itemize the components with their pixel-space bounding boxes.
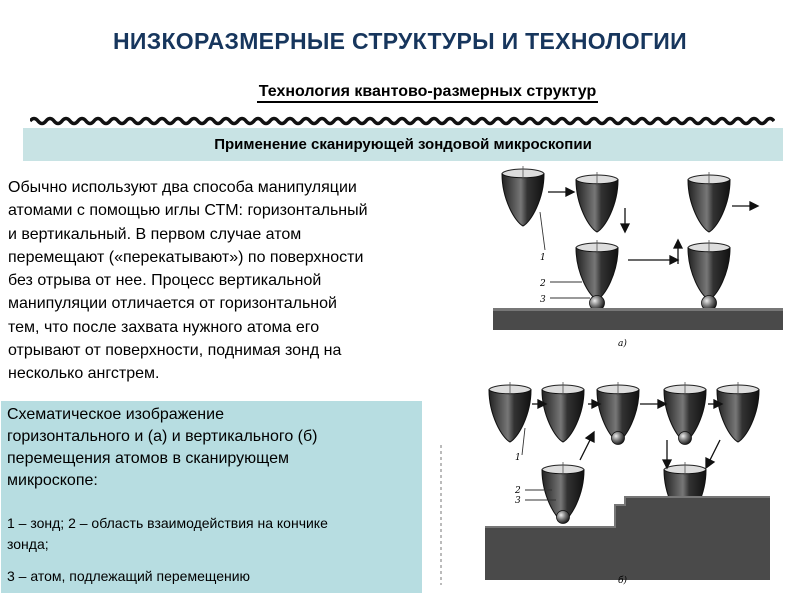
callout-2-a: 2: [540, 279, 546, 289]
label-part-a: а): [618, 339, 627, 349]
slide-subtitle: Технология квантово-размерных структур: [257, 83, 598, 103]
callout-1-b: 1: [515, 453, 521, 463]
caption-legend-2: 3 – атом, подлежащий перемещению: [7, 568, 251, 584]
diagram-part-b: [485, 382, 770, 586]
dotted-separator: [440, 445, 444, 585]
caption-text: Схематическое изображение горизонтального и (а) и вертикального (б) перемещения атомов в сканирующем микроскопе:: [7, 406, 318, 489]
slide-title: НИЗКОРАЗМЕРНЫЕ СТРУКТУРЫ И ТЕХНОЛОГИИ: [113, 28, 687, 54]
callout-1-a: 1: [540, 253, 546, 263]
body-paragraph: Обычно используют два способа манипуляции атомами с помощью иглы СТМ: горизонтальный и вертикальный. В первом случае атом перемещают («перекатывают») по поверхности без отрыва от нее. Процесс вертикальной манипуляции отличается от горизонтальной тем, что после захвата нужного атома его отрывают от поверхности, поднимая зонд на несколько ангстрем.: [8, 179, 368, 383]
diagram-part-a: [493, 166, 783, 349]
wavy-divider: [30, 115, 775, 127]
callout-2-b: 2: [515, 486, 521, 496]
caption-legend-1: 1 – зонд; 2 – область взаимодействия на кончике зонда;: [7, 515, 328, 552]
stm-manipulation-figure: [470, 160, 790, 590]
label-part-b: б): [618, 576, 628, 586]
callout-3-a: 3: [540, 295, 546, 305]
callout-3-b: 3: [515, 496, 521, 506]
section-banner: Применение сканирующей зондовой микроскопии: [23, 128, 783, 161]
